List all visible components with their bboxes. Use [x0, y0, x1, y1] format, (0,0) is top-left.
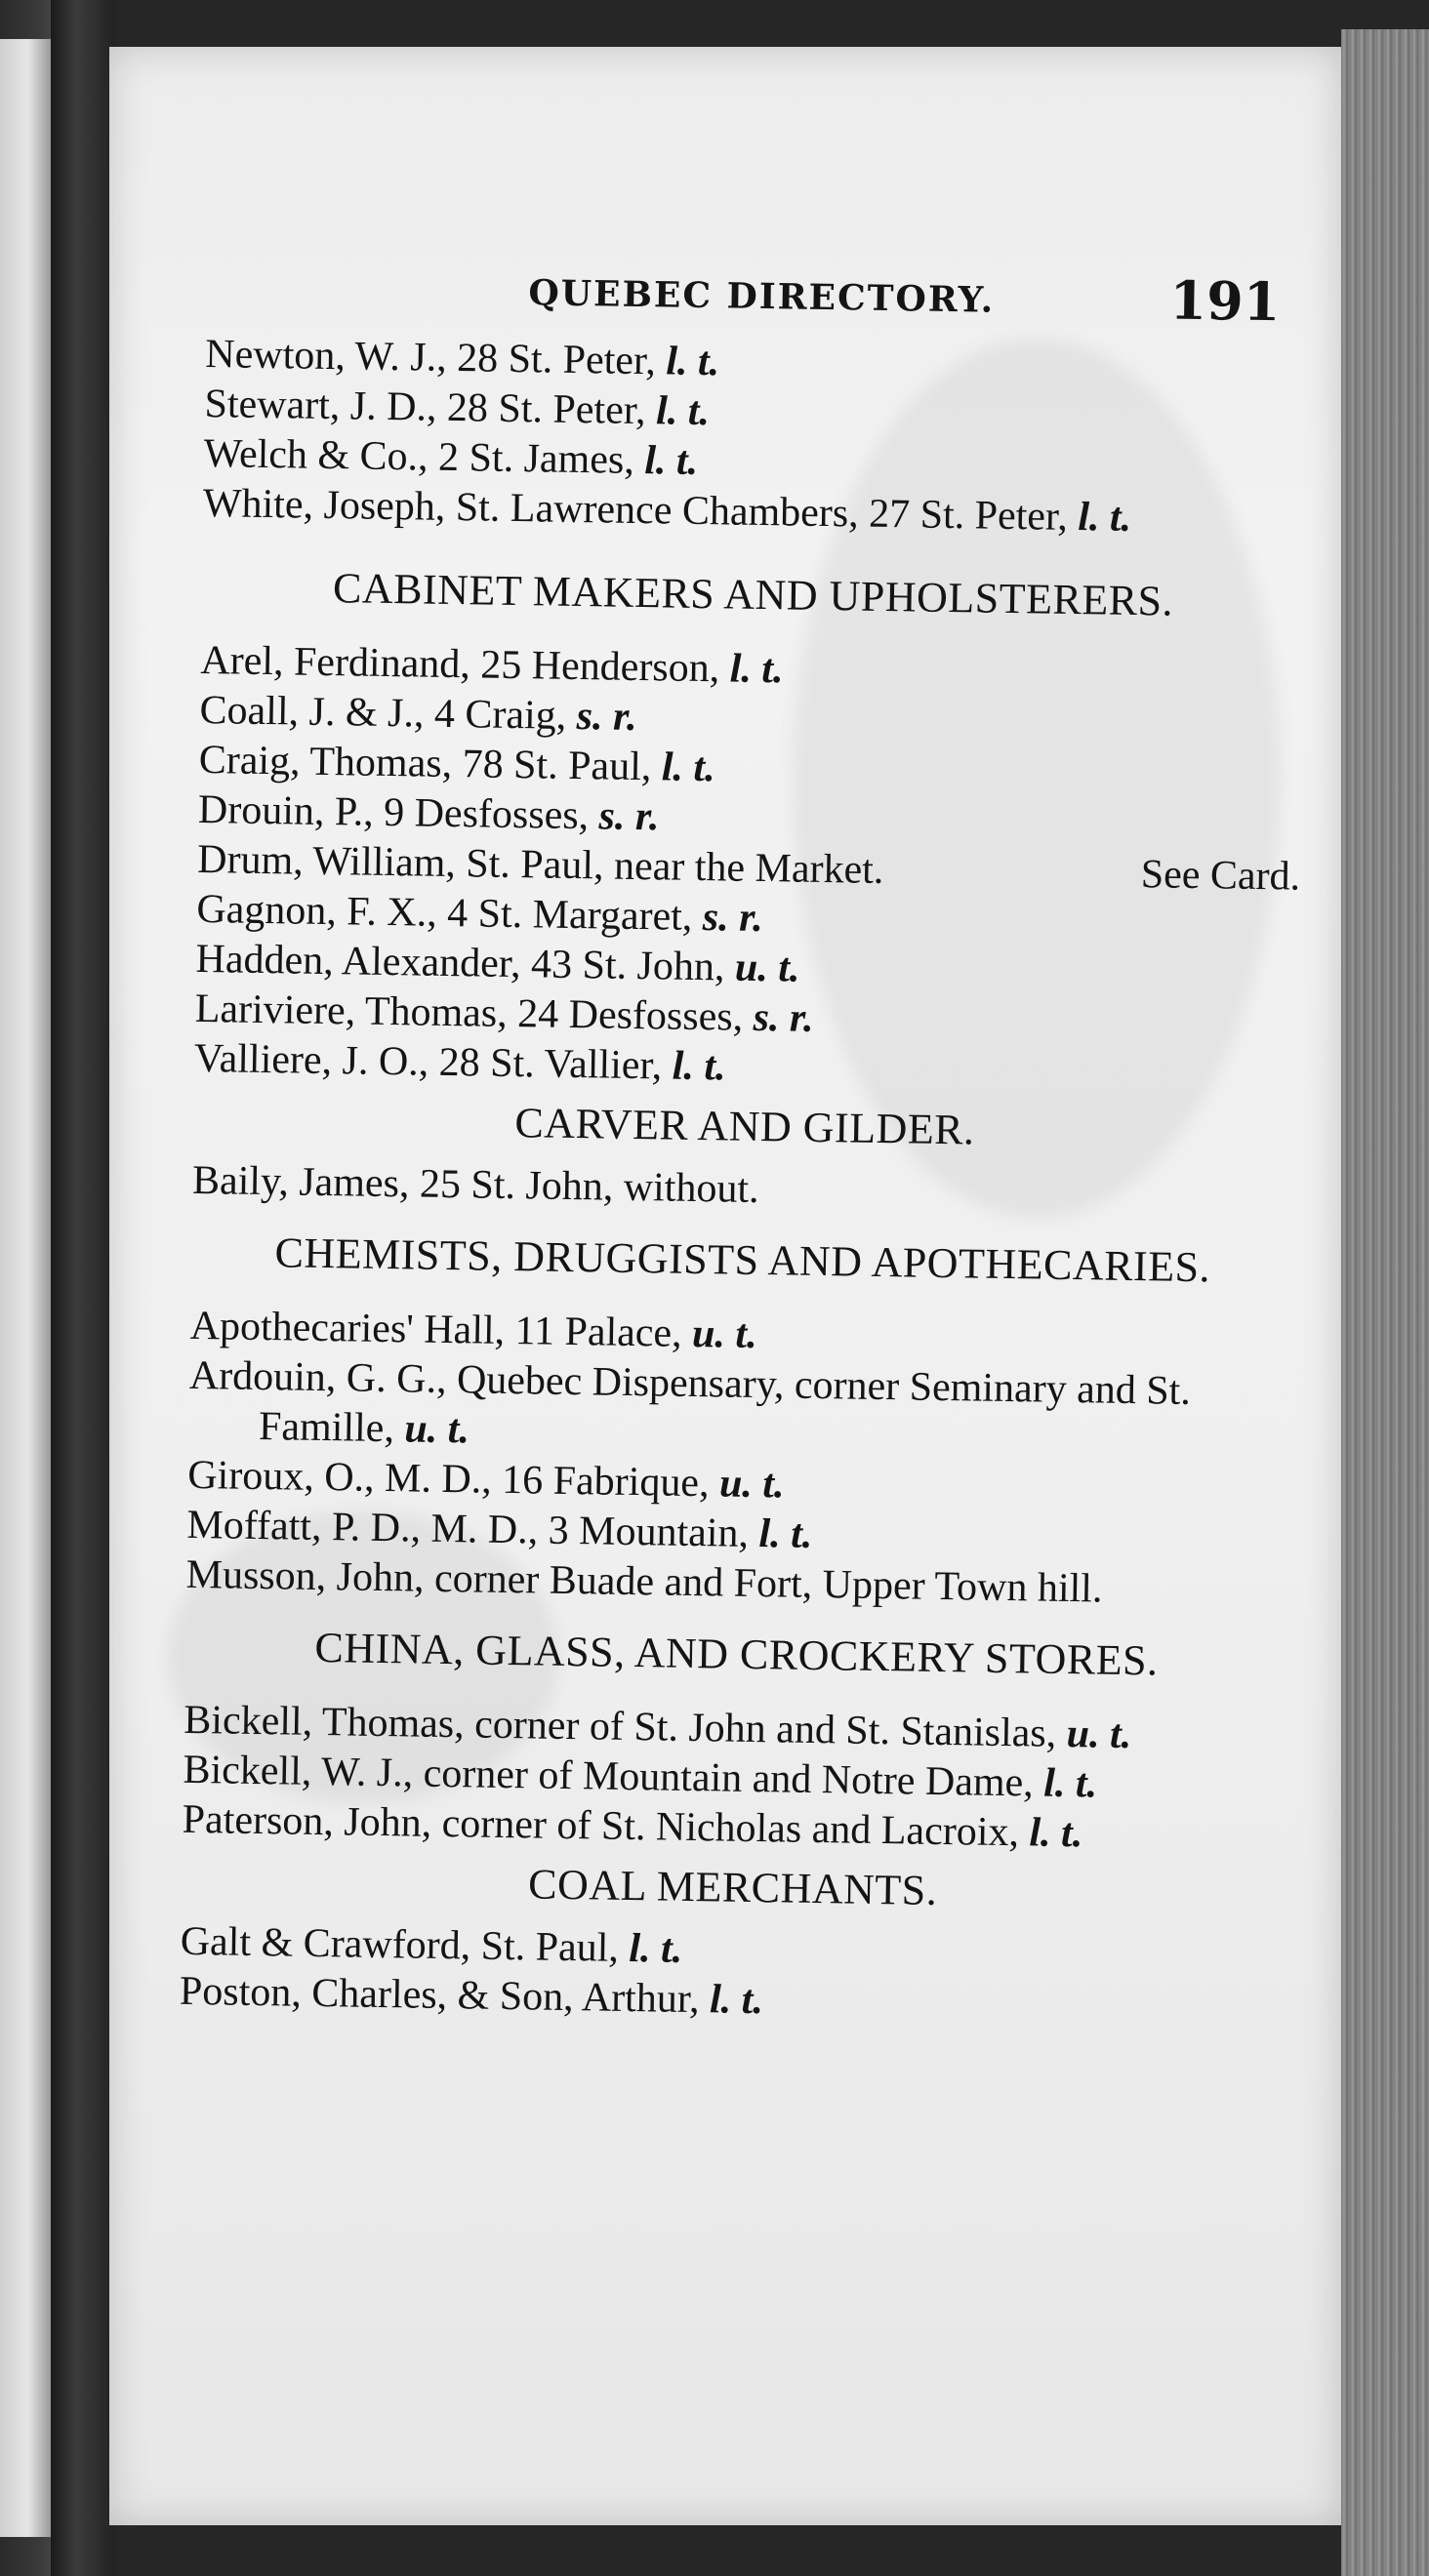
entry-district-abbr: u. t. — [404, 1406, 470, 1453]
entry-district-abbr: l. t. — [1042, 1760, 1098, 1807]
entry-name-address: Stewart, J. D., 28 St. Peter, — [204, 381, 657, 434]
entry-district-abbr: l. t. — [643, 438, 699, 484]
entry-name-address: Musson, John, corner Buade and Fort, Upper Town hill. — [185, 1551, 1103, 1612]
entry-name-address: Ardouin, G. G., Quebec Dispensary, corner Seminary and St. Famille, — [188, 1352, 1192, 1452]
entry-name-address: Hadden, Alexander, 43 St. John, — [195, 936, 736, 990]
entry-district-abbr: u. t. — [1066, 1711, 1132, 1758]
directory-page — [109, 47, 1341, 2525]
entry-name-address: Arel, Ferdinand, 25 Henderson, — [200, 637, 731, 692]
entry-district-abbr: s. r. — [702, 895, 764, 942]
entry-district-abbr: l. t. — [629, 1926, 683, 1972]
entry-name-address: Moffatt, P. D., M. D., 3 Mountain, — [186, 1502, 759, 1557]
entry-name-address: Drouin, P., 9 Desfosses, — [197, 786, 599, 839]
entry-district-abbr: l. t. — [1077, 495, 1132, 541]
directory-entry — [188, 1351, 1292, 1469]
page-number: 191 — [1169, 268, 1281, 334]
entry-name-address: Galt & Crawford, St. Paul, — [180, 1918, 630, 1972]
entry-name-address: Giroux, O., M. D., 16 Fabrique, — [186, 1452, 720, 1507]
section-heading: CABINET MAKERS AND UPHOLSTERERS. — [332, 564, 1174, 625]
entry-name-address: Lariviere, Thomas, 24 Desfosses, — [194, 986, 755, 1040]
entry-district-abbr: u. t. — [734, 945, 800, 991]
entry-name-address: Baily, James, 25 St. John, without. — [191, 1157, 759, 1212]
entry-name-address: Craig, Thomas, 78 St. Paul, — [198, 737, 663, 790]
entry-district-abbr: l. t. — [655, 388, 711, 435]
entry-name-address: Gagnon, F. X., 4 St. Margaret, — [196, 886, 704, 941]
section-heading: CHEMISTS, DRUGGISTS AND APOTHECARIES. — [274, 1228, 1211, 1292]
entry-district-abbr: l. t. — [1029, 1810, 1083, 1857]
entry-district-abbr: s. r. — [753, 994, 814, 1041]
entry-name-address: Poston, Charles, & Son, Arthur, — [179, 1968, 711, 2023]
entry-name-address: Paterson, John, corner of St. Nicholas and Lacroix, — [182, 1796, 1030, 1856]
entry-district-abbr: u. t. — [718, 1461, 785, 1508]
section-heading: CARVER AND GILDER. — [514, 1099, 975, 1154]
section-heading: COAL MERCHANTS. — [527, 1860, 938, 1914]
entry-district-abbr: l. t. — [665, 339, 720, 385]
running-title: QUEBEC DIRECTORY. — [528, 272, 996, 321]
entry-name-address: Newton, W. J., 28 St. Peter, — [204, 331, 667, 384]
directory-entry — [192, 1156, 1296, 1224]
page-stack-edge — [1341, 29, 1429, 2576]
entry-name-address: Bickell, Thomas, corner of St. John and St. Stanislas, — [183, 1697, 1068, 1757]
entry-district-abbr: l. t. — [729, 646, 784, 693]
entry-name-address: Bickell, W. J., corner of Mountain and Notre Dame, — [183, 1747, 1044, 1806]
entry-district-abbr: l. t. — [661, 745, 716, 791]
section-heading: CHINA, GLASS, AND CROCKERY STORES. — [314, 1623, 1159, 1685]
entry-district-abbr: s. r. — [576, 694, 637, 740]
entry-note: See Card. — [1140, 852, 1301, 900]
entry-district-abbr: l. t. — [709, 1977, 764, 2024]
entry-district-abbr: s. r. — [598, 793, 660, 840]
page-text — [180, 252, 1310, 2034]
entry-name-address: White, Joseph, St. Lawrence Chambers, 27 St. Peter, — [202, 480, 1079, 541]
book-gutter — [51, 0, 115, 2576]
entry-district-abbr: u. t. — [691, 1310, 758, 1357]
entry-name-address: Welch & Co., 2 St. James, — [203, 430, 645, 484]
entry-district-abbr: l. t. — [672, 1043, 726, 1090]
entry-name-address: Drum, William, St. Paul, near the Market. — [196, 836, 884, 893]
entry-name-address: Apothecaries' Hall, 11 Palace, — [189, 1303, 693, 1356]
entry-name-address: Coall, J. & J., 4 Craig, — [199, 687, 578, 740]
facing-page-edge — [0, 39, 51, 2537]
entry-district-abbr: l. t. — [758, 1511, 813, 1557]
entry-name-address: Valliere, J. O., 28 St. Vallier, — [193, 1035, 674, 1089]
directory-listings — [180, 330, 1309, 2034]
